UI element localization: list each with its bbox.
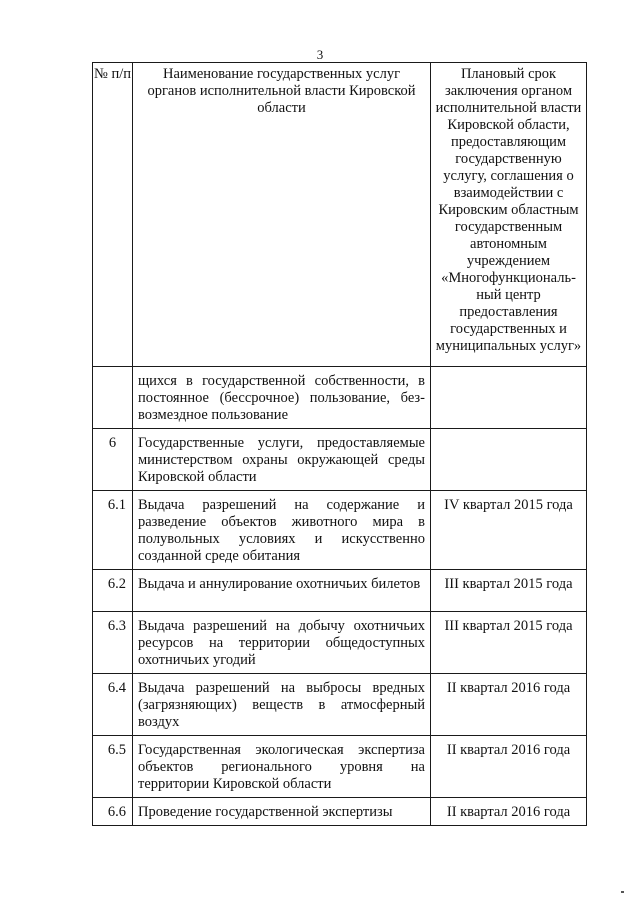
row-service-name: Проведение государственной экспертизы [133,798,431,826]
row-number: 6.4 [93,674,133,736]
row-planned-date: IV квартал 2015 года [431,491,587,570]
row-service-name: щихся в государственной собственности, в постоянное (бессрочное) пользование, без-возмездное пользование [133,367,431,429]
table-header-row [93,63,587,367]
row-service-name: Государственная экологическая экспертиза объектов регионального уровня на территории Кировской области [133,736,431,798]
table-row [93,674,587,736]
table-row [93,612,587,674]
scan-artifact [621,891,624,893]
table-row [93,429,587,491]
page-number: 3 [316,47,324,62]
row-planned-date: II квартал 2016 года [431,736,587,798]
row-planned-date: III квартал 2015 года [431,570,587,612]
services-table [92,62,587,826]
row-service-name: Выдача разрешений на содержание и разведение объектов животного мира в полувольных условиях и искусственно созданной среде обитания [133,491,431,570]
header-planned-date: Плановый срок заключения органом исполнительной власти Кировской области, предоставляющим государственную услугу, соглашения о взаимодействии с Кировским областным государственным автономным учреждением «Многофункциональ-ный центр предоставления государственных и муниципальных услуг» [431,63,587,367]
row-number: 6.2 [93,570,133,612]
table-row [93,736,587,798]
row-number: 6 [93,429,133,491]
row-number: 6.5 [93,736,133,798]
row-number: 6.3 [93,612,133,674]
header-service-name: Наименование государственных услуг органов исполнительной власти Кировской области [133,63,431,367]
table-row [93,798,587,826]
table-row [93,491,587,570]
row-planned-date: II квартал 2016 года [431,798,587,826]
row-service-name: Выдача разрешений на выбросы вредных (загрязняющих) веществ в атмосферный воздух [133,674,431,736]
table-row [93,570,587,612]
row-service-name: Выдача и аннулирование охотничьих билетов [133,570,431,612]
row-service-name: Выдача разрешений на добычу охотничьих ресурсов на территории общедоступных охотничьих угодий [133,612,431,674]
row-planned-date [431,367,587,429]
table-row [93,367,587,429]
row-planned-date: II квартал 2016 года [431,674,587,736]
row-service-name: Государственные услуги, предоставляемые министерством охраны окружающей среды Кировской области [133,429,431,491]
row-number: 6.6 [93,798,133,826]
header-number: № п/п [93,63,133,367]
row-planned-date [431,429,587,491]
row-planned-date: III квартал 2015 года [431,612,587,674]
row-number [93,367,133,429]
row-number: 6.1 [93,491,133,570]
